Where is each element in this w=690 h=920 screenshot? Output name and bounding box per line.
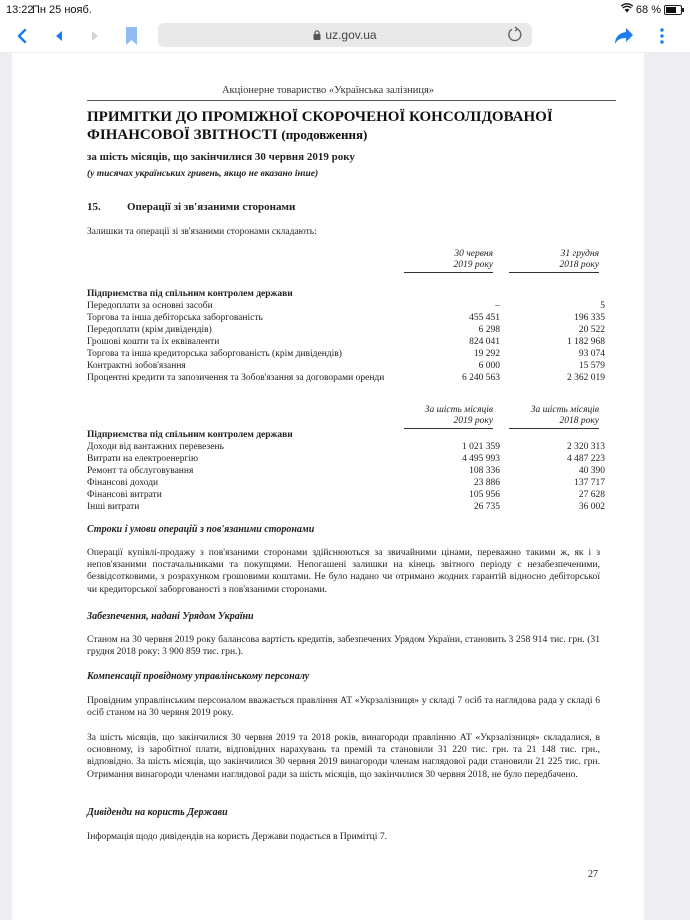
table-row <box>87 501 607 513</box>
col2-line1: За шість місяців <box>530 405 599 415</box>
status-bar <box>0 0 690 20</box>
balances-col2-header <box>509 249 599 273</box>
group-label: Підприємства під спільним контролем держави <box>87 289 293 299</box>
address-bar[interactable] <box>158 23 532 47</box>
battery-percent: 68 % <box>635 3 661 16</box>
title-suffix: (продовження) <box>281 127 368 142</box>
next-page-button[interactable] <box>88 24 102 48</box>
row-label: Передоплати (крім дивідендів) <box>87 325 212 335</box>
table-group-row <box>87 288 607 300</box>
chevron-left-icon <box>17 28 27 44</box>
balances-col1-header <box>404 249 493 273</box>
units-note: (у тисячах українських гривень, якщо не вказано інше) <box>87 169 319 179</box>
previous-page-button[interactable] <box>52 24 66 48</box>
operations-col1-header <box>404 405 493 429</box>
group-label: Підприємства під спільним контролем держави <box>87 430 293 440</box>
row-value-2019: – <box>495 301 500 311</box>
table-row <box>87 324 607 336</box>
col1-line2: 2019 року <box>453 260 493 270</box>
col2-line2: 2018 року <box>559 416 599 426</box>
row-value-2018: 20 522 <box>578 325 605 335</box>
terms-heading: Строки і умови операцій з пов'язаними сторонами <box>87 524 315 535</box>
section-intro: Залишки та операції зі зв'язаними сторонами складають: <box>87 227 317 237</box>
bookmarks-button[interactable] <box>124 24 138 48</box>
compensation-paragraph-2: За шість місяців, що закінчилися 30 червня 2019 та 2018 років, винагороди правлінню АТ «Укрзалізниця» складалися, в основному, із заробітної плати, відповідних нарахувань та премій та становили 31 220 тис. грн. та 21 148 тис. грн., відповідно. За шість місяців, що закінчилися 30 червня 2019 винагороди членам наглядової ради становили 21 225 тис. грн. Отримання винагороди членами наглядової ради за шість місяців, що закінчилися 30 червня 2018, не було передбачено. <box>87 732 600 780</box>
col1-line1: 30 червня <box>454 249 493 259</box>
col1-line2: 2019 року <box>453 416 493 426</box>
title-line-2-main: ФІНАНСОВОЇ ЗВІТНОСТІ <box>87 127 278 143</box>
row-label: Доходи від вантажних перевезень <box>87 442 224 452</box>
status-time: 13:22 <box>6 4 34 16</box>
row-label: Фінансові витрати <box>87 490 162 500</box>
share-arrow-icon <box>614 27 634 45</box>
terms-paragraph: Операції купівлі-продажу з пов'язаними сторонами здійснюються за звичайними цінами, переважно такими ж, як і з непов'язаними постачальниками та покупцями. Непогашені залишки на кінець звітного періоду є незабезпеченими, безвідсотковими, з розрахунком грошовими коштами. Не було надано чи отримано жодних гарантій відносно дебіторської чи кредиторської заборгованості з пов'язаними сторонами. <box>87 547 600 595</box>
table-row <box>87 312 607 324</box>
dividends-heading: Дивіденди на користь Держави <box>87 807 228 818</box>
guarantees-paragraph: Станом на 30 червня 2019 року балансова вартість кредитів, забезпечених Урядом України, становить 3 258 914 тис. грн. (31 грудня 2018 року: 3 900 859 тис. грн.). <box>87 634 600 658</box>
section-name: Операції зі зв'язаними сторонами <box>127 201 296 213</box>
company-header: Акціонерне товариство «Українська залізниця» <box>221 85 435 96</box>
row-label: Фінансові доходи <box>87 478 159 488</box>
compensation-paragraph-1: Провідним управлінським персоналом вважається правління АТ «Укрзалізниця» у складі 7 осіб та наглядова рада у складі 6 осіб станом на 30 червня 2019 року. <box>87 695 600 719</box>
row-value-2018: 36 002 <box>578 502 605 512</box>
table-row <box>87 465 607 477</box>
dividends-paragraph: Інформація щодо дивідендів на користь Держави подається в Примітці 7. <box>87 831 388 842</box>
operations-col2-header <box>509 405 599 429</box>
row-value-2018: 196 335 <box>574 313 605 323</box>
row-value-2019: 6 240 563 <box>462 373 500 383</box>
reload-icon <box>508 26 522 42</box>
compensation-heading: Компенсації провідному управлінському персоналу <box>87 671 310 682</box>
pdf-page[interactable] <box>12 53 644 920</box>
bookmark-icon <box>126 27 137 45</box>
row-value-2019: 23 886 <box>473 478 500 488</box>
row-value-2019: 824 041 <box>469 337 500 347</box>
page-title <box>87 108 553 144</box>
row-value-2019: 26 735 <box>473 502 500 512</box>
lock-icon <box>313 30 321 40</box>
row-value-2018: 15 579 <box>578 361 605 371</box>
share-button[interactable] <box>612 24 636 48</box>
title-line-1: ПРИМІТКИ ДО ПРОМІЖНОЇ СКОРОЧЕНОЇ КОНСОЛІДОВАНОЇ <box>87 109 553 125</box>
row-value-2018: 2 320 313 <box>567 442 605 452</box>
back-button[interactable] <box>14 24 30 48</box>
url-text: uz.gov.ua <box>325 28 377 42</box>
wifi-icon <box>621 3 633 16</box>
row-value-2018: 40 390 <box>578 466 605 476</box>
more-menu-button[interactable] <box>656 24 668 48</box>
row-value-2019: 105 956 <box>469 490 500 500</box>
table-group-row <box>87 429 607 441</box>
row-label: Контрактні зобов'язання <box>87 361 186 371</box>
col1-line1: За шість місяців <box>424 405 493 415</box>
status-date: Пн 25 нояб. <box>32 4 92 16</box>
table-row <box>87 300 607 312</box>
row-label: Торгова та інша кредиторська заборгованість (крім дивідендів) <box>87 349 342 359</box>
row-value-2019: 1 021 359 <box>462 442 500 452</box>
col2-line2: 2018 року <box>559 260 599 270</box>
table-row <box>87 348 607 360</box>
row-value-2018: 93 074 <box>578 349 605 359</box>
balances-table-header <box>87 249 607 289</box>
battery-icon <box>664 5 682 15</box>
page-number: 27 <box>588 869 598 880</box>
header-rule <box>87 100 616 101</box>
row-value-2018: 5 <box>600 301 605 311</box>
row-value-2019: 19 292 <box>473 349 500 359</box>
table-row <box>87 372 607 384</box>
section-number: 15. <box>87 201 101 213</box>
row-label: Торгова та інша дебіторська заборгованість <box>87 313 263 323</box>
row-value-2018: 2 362 019 <box>567 373 605 383</box>
title-line-2 <box>87 126 553 144</box>
row-label: Передоплати за основні засоби <box>87 301 213 311</box>
row-label: Грошові кошти та їх еквіваленти <box>87 337 220 347</box>
table-row <box>87 477 607 489</box>
row-value-2019: 4 495 993 <box>462 454 500 464</box>
reload-button[interactable] <box>508 26 522 46</box>
triangle-right-icon <box>91 30 99 42</box>
guarantees-heading: Забезпечення, надані Урядом України <box>87 611 254 622</box>
col2-line1: 31 грудня <box>560 249 599 259</box>
table-row <box>87 453 607 465</box>
status-right <box>621 3 682 16</box>
table-row <box>87 441 607 453</box>
document-content <box>12 53 644 920</box>
row-value-2018: 27 628 <box>578 490 605 500</box>
table-row <box>87 336 607 348</box>
more-vertical-icon <box>660 28 664 44</box>
row-value-2019: 455 451 <box>469 313 500 323</box>
table-row <box>87 360 607 372</box>
table-row <box>87 489 607 501</box>
section-title <box>87 201 295 213</box>
row-label: Ремонт та обслуговування <box>87 466 194 476</box>
triangle-left-icon <box>55 30 63 42</box>
row-value-2018: 4 487 223 <box>567 454 605 464</box>
row-value-2019: 6 298 <box>478 325 500 335</box>
operations-table-header <box>87 405 607 431</box>
row-value-2018: 137 717 <box>574 478 605 488</box>
operations-table <box>87 429 607 513</box>
row-label: Процентні кредити та запозичення та Зобов'язання за договорами оренди <box>87 373 385 383</box>
balances-table <box>87 288 607 384</box>
row-value-2019: 6 000 <box>478 361 500 371</box>
row-label: Інші витрати <box>87 502 140 512</box>
address-text-wrap <box>158 28 532 42</box>
report-period: за шість місяців, що закінчилися 30 червня 2019 року <box>87 151 355 163</box>
row-value-2019: 108 336 <box>469 466 500 476</box>
row-value-2018: 1 182 968 <box>567 337 605 347</box>
row-label: Витрати на електроенергію <box>87 454 199 464</box>
